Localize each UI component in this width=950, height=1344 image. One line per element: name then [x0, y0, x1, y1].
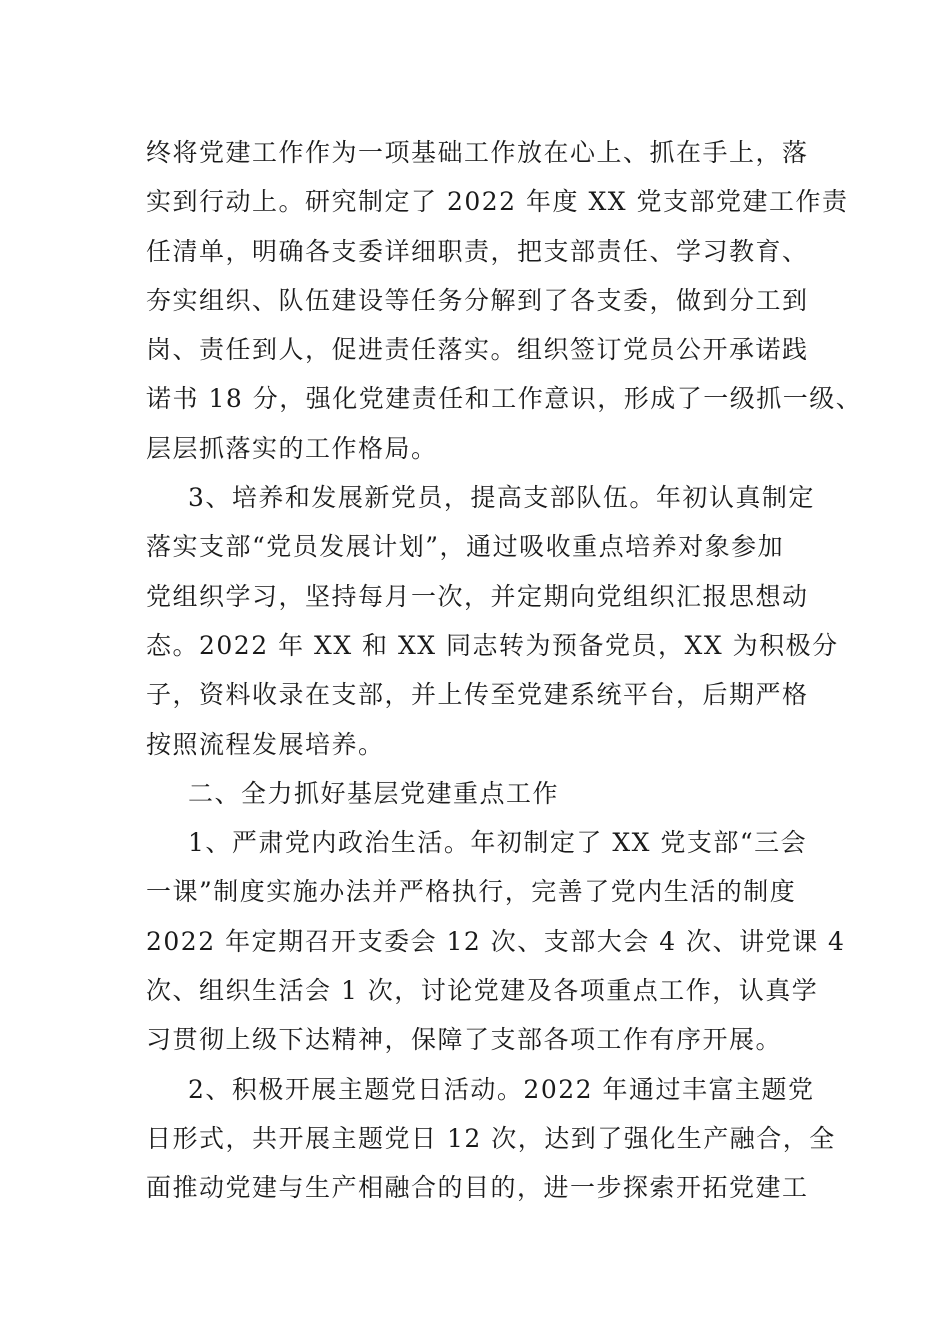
text-line: 日形式，共开展主题党日 12 次，达到了强化生产融合，全 — [146, 1123, 836, 1153]
text-line: 任清单，明确各支委详细职责，把支部责任、学习教育、 — [146, 236, 809, 266]
text-line: 2、积极开展主题党日活动。2022 年通过丰富主题党 — [188, 1074, 815, 1104]
text-line: 3、培养和发展新党员，提高支部队伍。年初认真制定 — [188, 483, 815, 513]
text-line: 层层抓落实的工作格局。 — [146, 433, 438, 463]
text-line: 二、全力抓好基层党建重点工作 — [188, 778, 560, 808]
text-line: 党组织学习，坚持每月一次，并定期向党组织汇报思想动 — [146, 581, 809, 611]
text-line: 按照流程发展培养。 — [146, 729, 385, 759]
text-line: 夯实组织、队伍建设等任务分解到了各支委，做到分工到 — [146, 285, 809, 315]
document-body — [146, 128, 863, 1213]
text-line: 落实支部“党员发展计划”，通过吸收重点培养对象参加 — [146, 532, 785, 562]
text-line: 岗、责任到人，促进责任落实。组织签订党员公开承诺践 — [146, 335, 809, 365]
text-line: 态。2022 年 XX 和 XX 同志转为预备党员，XX 为积极分 — [146, 630, 839, 660]
text-line: 终将党建工作作为一项基础工作放在心上、抓在手上，落 — [146, 138, 809, 167]
text-line: 1、严肃党内政治生活。年初制定了 XX 党支部“三会 — [188, 828, 808, 858]
text-line: 诺书 18 分，强化党建责任和工作意识，形成了一级抓一级、 — [146, 384, 863, 414]
text-line: 一课”制度实施办法并严格执行，完善了党内生活的制度 — [146, 877, 797, 907]
text-line: 2022 年定期召开支委会 12 次、支部大会 4 次、讲党课 4 — [146, 926, 846, 956]
text-line: 实到行动上。研究制定了 2022 年度 XX 党支部党建工作责 — [146, 187, 849, 217]
text-line: 面推动党建与生产相融合的目的，进一步探索开拓党建工 — [146, 1173, 809, 1203]
text-line: 次、组织生活会 1 次，讨论党建及各项重点工作，认真学 — [146, 976, 819, 1006]
text-line: 子，资料收录在支部，并上传至党建系统平台，后期严格 — [146, 680, 809, 710]
text-line: 习贯彻上级下达精神，保障了支部各项工作有序开展。 — [146, 1025, 783, 1055]
